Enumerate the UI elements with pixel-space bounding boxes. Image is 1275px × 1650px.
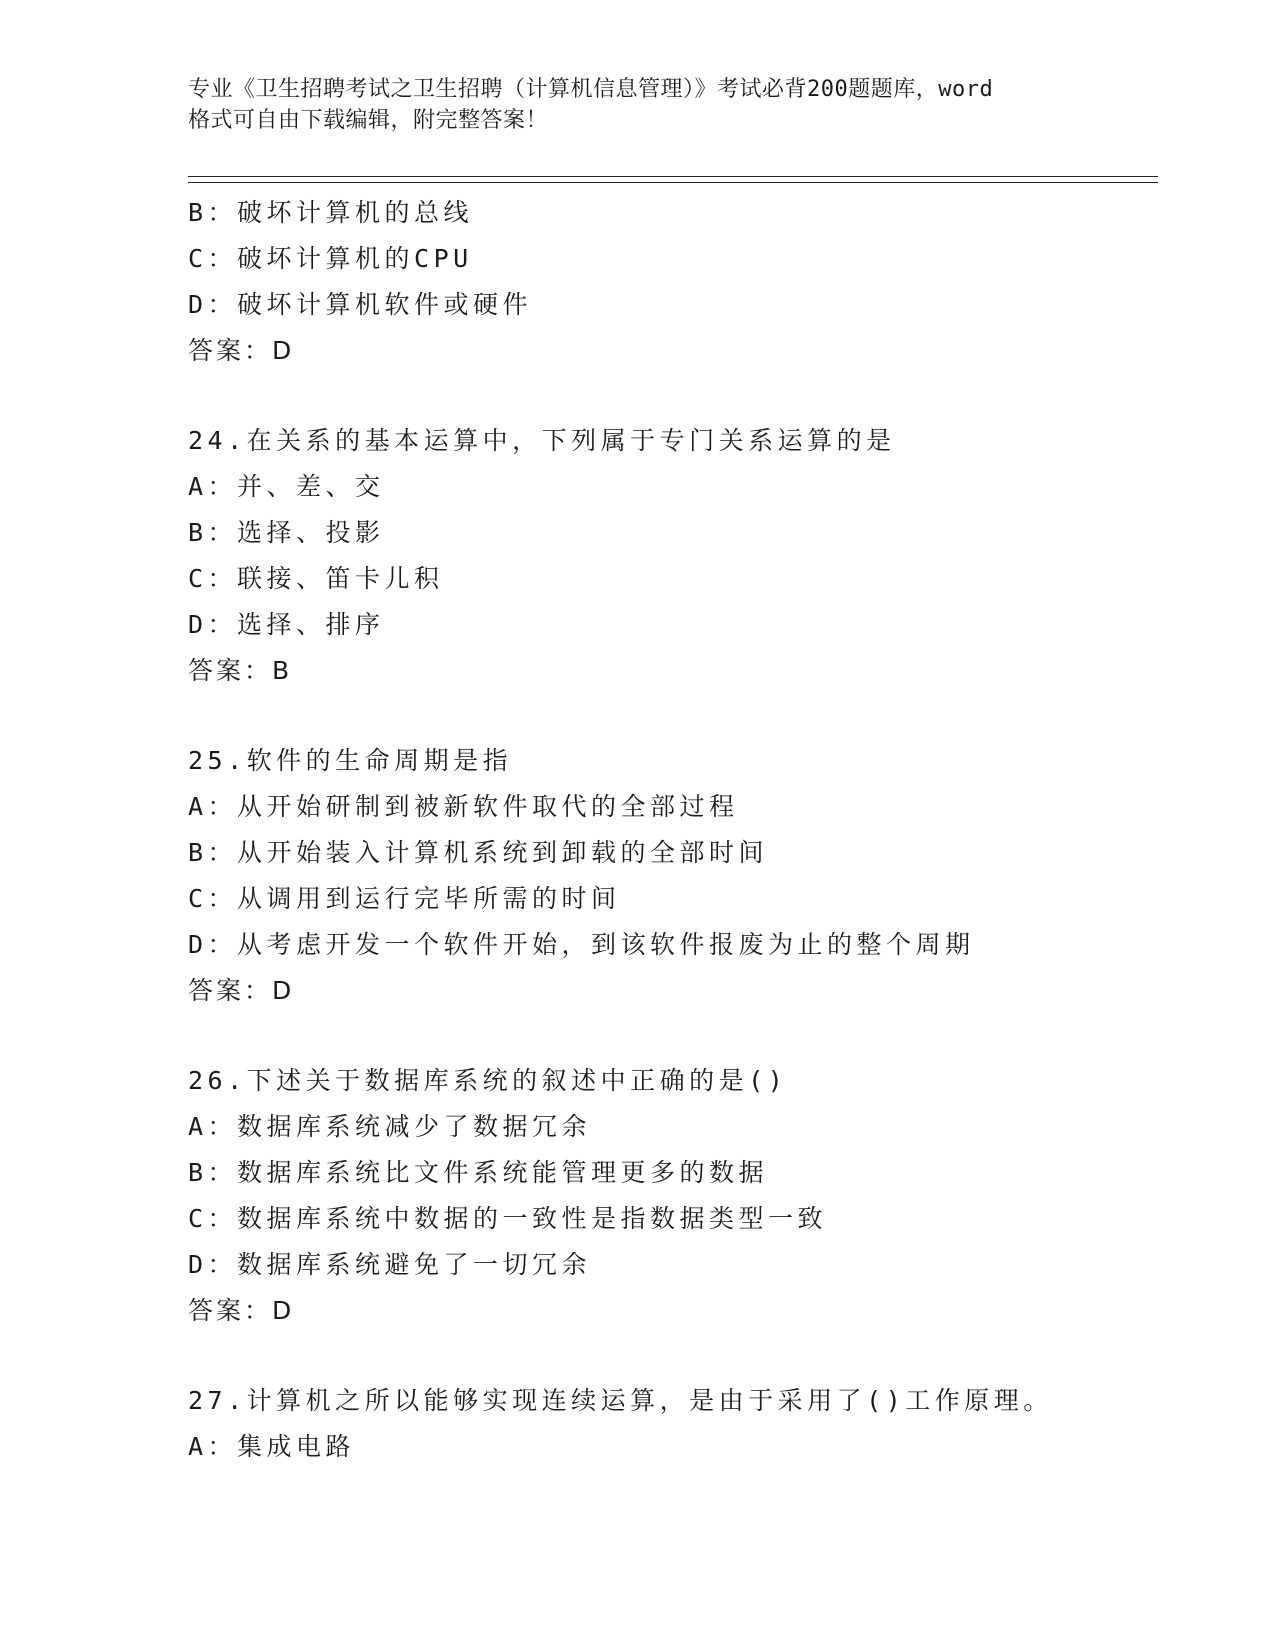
question-23-tail	[188, 190, 1158, 374]
answer-line: 答案：B	[188, 656, 293, 685]
answer-line: 答案：D	[188, 976, 295, 1005]
header-line-1: 专业《卫生招聘考试之卫生招聘（计算机信息管理）》考试必背200题题库，word	[188, 77, 994, 102]
question-24	[188, 418, 1158, 694]
question-stem: 25.软件的生命周期是指	[188, 746, 513, 775]
option-c: C：从调用到运行完毕所需的时间	[188, 884, 621, 913]
option-b: B：数据库系统比文件系统能管理更多的数据	[188, 1158, 769, 1187]
answer-line: 答案：D	[188, 1296, 295, 1325]
header-divider-top	[188, 176, 1158, 177]
option-c: C：联接、笛卡儿积	[188, 564, 444, 593]
header-line-2: 格式可自由下载编辑，附完整答案！	[188, 108, 549, 133]
answer-line: 答案：D	[188, 336, 295, 365]
question-26	[188, 1058, 1158, 1334]
option-a: A：并、差、交	[188, 472, 385, 501]
option-d: D：从考虑开发一个软件开始，到该软件报废为止的整个周期	[188, 930, 975, 959]
document-header	[188, 74, 1088, 136]
option-d: D：选择、排序	[188, 610, 385, 639]
option-b: B：从开始装入计算机系统到卸载的全部时间	[188, 838, 769, 867]
question-list	[188, 190, 1158, 1470]
question-27	[188, 1378, 1158, 1470]
header-divider-bottom	[188, 182, 1158, 183]
question-25	[188, 738, 1158, 1014]
option-d: D：数据库系统避免了一切冗余	[188, 1250, 592, 1279]
question-stem: 24.在关系的基本运算中，下列属于专门关系运算的是	[188, 426, 896, 455]
option-d: D：破坏计算机软件或硬件	[188, 290, 533, 319]
option-c: C：数据库系统中数据的一致性是指数据类型一致	[188, 1204, 828, 1233]
option-c: C：破坏计算机的CPU	[188, 244, 473, 273]
question-stem: 26.下述关于数据库系统的叙述中正确的是()	[188, 1066, 788, 1095]
option-b: B：破坏计算机的总线	[188, 198, 474, 227]
option-a: A：从开始研制到被新软件取代的全部过程	[188, 792, 739, 821]
question-stem: 27.计算机之所以能够实现连续运算，是由于采用了()工作原理。	[188, 1386, 1053, 1415]
option-a: A：集成电路	[188, 1432, 356, 1461]
option-b: B：选择、投影	[188, 518, 385, 547]
option-a: A：数据库系统减少了数据冗余	[188, 1112, 592, 1141]
